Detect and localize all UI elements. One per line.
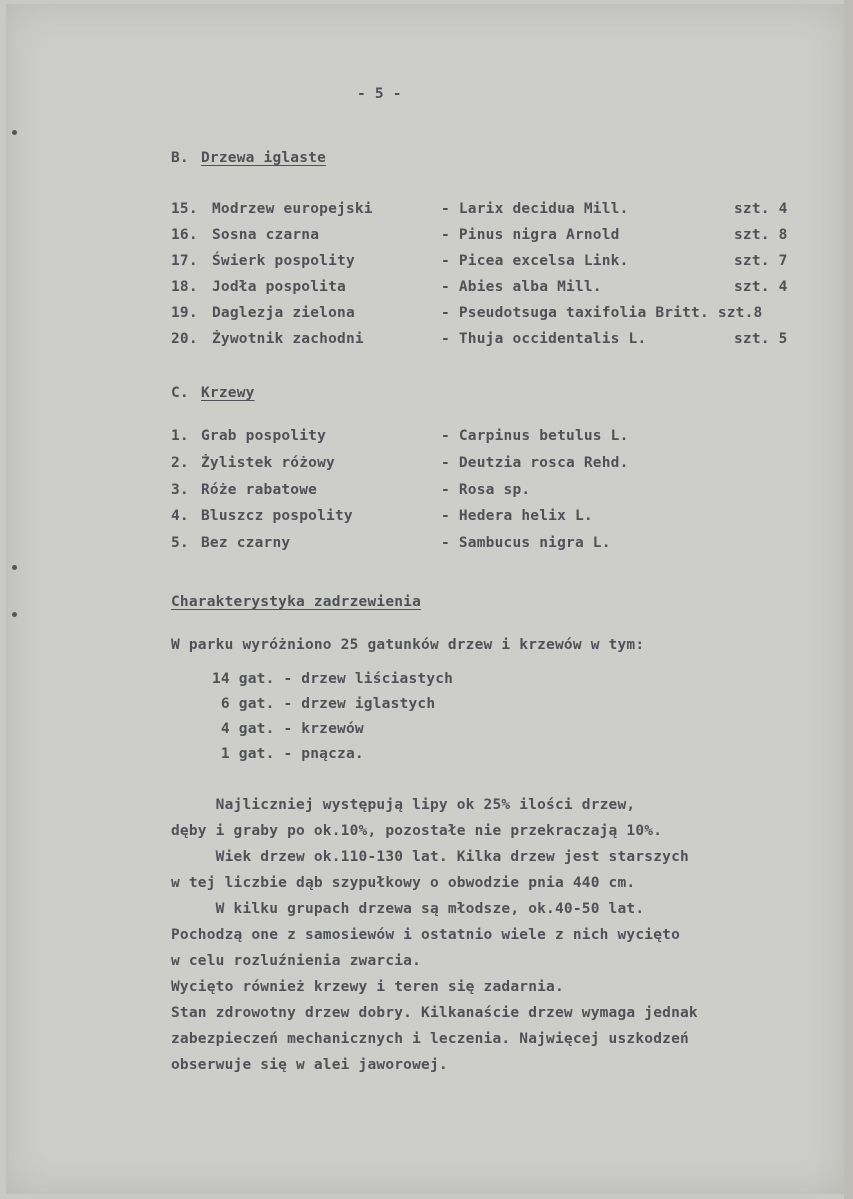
list-item-name: Róże rabatowe (201, 482, 318, 498)
list-item-count: szt. 8 (734, 227, 788, 243)
list-item-name: Żylistek różowy (201, 455, 335, 471)
paragraph-line: Stan zdrowotny drzew dobry. Kilkanaście drzew wymaga jednak (171, 1005, 698, 1021)
list-item-latin: - Thuja occidentalis L. (441, 331, 647, 347)
section-b-title: Drzewa iglaste (201, 150, 327, 166)
list-item-number: 3. (171, 482, 189, 498)
list-item-number: 4. (171, 508, 189, 524)
list-item-latin: - Pseudotsuga taxifolia Britt. szt.8 (441, 305, 763, 321)
list-item-count: szt. 4 (734, 279, 788, 295)
breakdown-item: 4 gat. - krzewów (212, 721, 364, 737)
list-item-number: 2. (171, 455, 189, 471)
list-item-number: 5. (171, 535, 189, 551)
list-item-latin: - Deutzia rosca Rehd. (441, 455, 629, 471)
section-c-letter: C. (171, 385, 189, 401)
page-number: - 5 - (357, 86, 402, 102)
paragraph-line: zabezpieczeń mechanicznych i leczenia. Najwięcej uszkodzeń (171, 1031, 689, 1047)
list-item-name: Sosna czarna (212, 227, 320, 243)
list-item-number: 18. (171, 279, 198, 295)
list-item-latin: - Abies alba Mill. (441, 279, 602, 295)
paragraph-line: Najliczniej występują lipy ok 25% ilości drzew, (171, 797, 636, 813)
paragraph-line: dęby i graby po ok.10%, pozostałe nie przekraczają 10%. (171, 823, 663, 839)
list-item-latin: - Pinus nigra Arnold (441, 227, 620, 243)
list-item-latin: - Picea excelsa Link. (441, 253, 629, 269)
list-item-count: szt. 5 (734, 331, 788, 347)
list-item-latin: - Carpinus betulus L. (441, 428, 629, 444)
section-c-title: Krzewy (201, 385, 255, 401)
list-item-name: Bluszcz pospolity (201, 508, 353, 524)
punch-hole-mark (12, 130, 17, 135)
breakdown-item: 14 gat. - drzew liściastych (212, 671, 454, 687)
page-edge (844, 0, 853, 1199)
paragraph-line: W kilku grupach drzewa są młodsze, ok.40-50 lat. (171, 901, 645, 917)
paragraph-line: w celu rozluźnienia zwarcia. (171, 953, 422, 969)
list-item-name: Świerk pospolity (212, 253, 355, 269)
punch-hole-mark (12, 612, 17, 617)
list-item-name: Żywotnik zachodni (212, 331, 364, 347)
list-item-name: Bez czarny (201, 535, 291, 551)
list-item-count: szt. 4 (734, 201, 788, 217)
list-item-name: Jodła pospolita (212, 279, 346, 295)
characteristics-title: Charakterystyka zadrzewienia (171, 594, 422, 610)
list-item-number: 16. (171, 227, 198, 243)
list-item-latin: - Sambucus nigra L. (441, 535, 611, 551)
list-item-name: Daglezja zielona (212, 305, 355, 321)
list-item-count: szt. 7 (734, 253, 788, 269)
list-item-latin: - Rosa sp. (441, 482, 531, 498)
breakdown-item: 6 gat. - drzew iglastych (212, 696, 436, 712)
section-b-letter: B. (171, 150, 189, 166)
paragraph-line: obserwuje się w alei jaworowej. (171, 1057, 448, 1073)
paragraph-line: Wycięto również krzewy i teren się zadarnia. (171, 979, 564, 995)
characteristics-intro: W parku wyróżniono 25 gatunków drzew i krzewów w tym: (171, 637, 645, 653)
punch-hole-mark (12, 565, 17, 570)
paragraph-line: Pochodzą one z samosiewów i ostatnio wiele z nich wycięto (171, 927, 680, 943)
list-item-name: Grab pospolity (201, 428, 327, 444)
list-item-number: 1. (171, 428, 189, 444)
list-item-number: 17. (171, 253, 198, 269)
list-item-number: 20. (171, 331, 198, 347)
list-item-latin: - Larix decidua Mill. (441, 201, 629, 217)
list-item-number: 19. (171, 305, 198, 321)
list-item-latin: - Hedera helix L. (441, 508, 593, 524)
list-item-name: Modrzew europejski (212, 201, 373, 217)
list-item-number: 15. (171, 201, 198, 217)
paragraph-line: w tej liczbie dąb szypułkowy o obwodzie pnia 440 cm. (171, 875, 636, 891)
paragraph-line: Wiek drzew ok.110-130 lat. Kilka drzew jest starszych (171, 849, 689, 865)
breakdown-item: 1 gat. - pnącza. (212, 746, 364, 762)
